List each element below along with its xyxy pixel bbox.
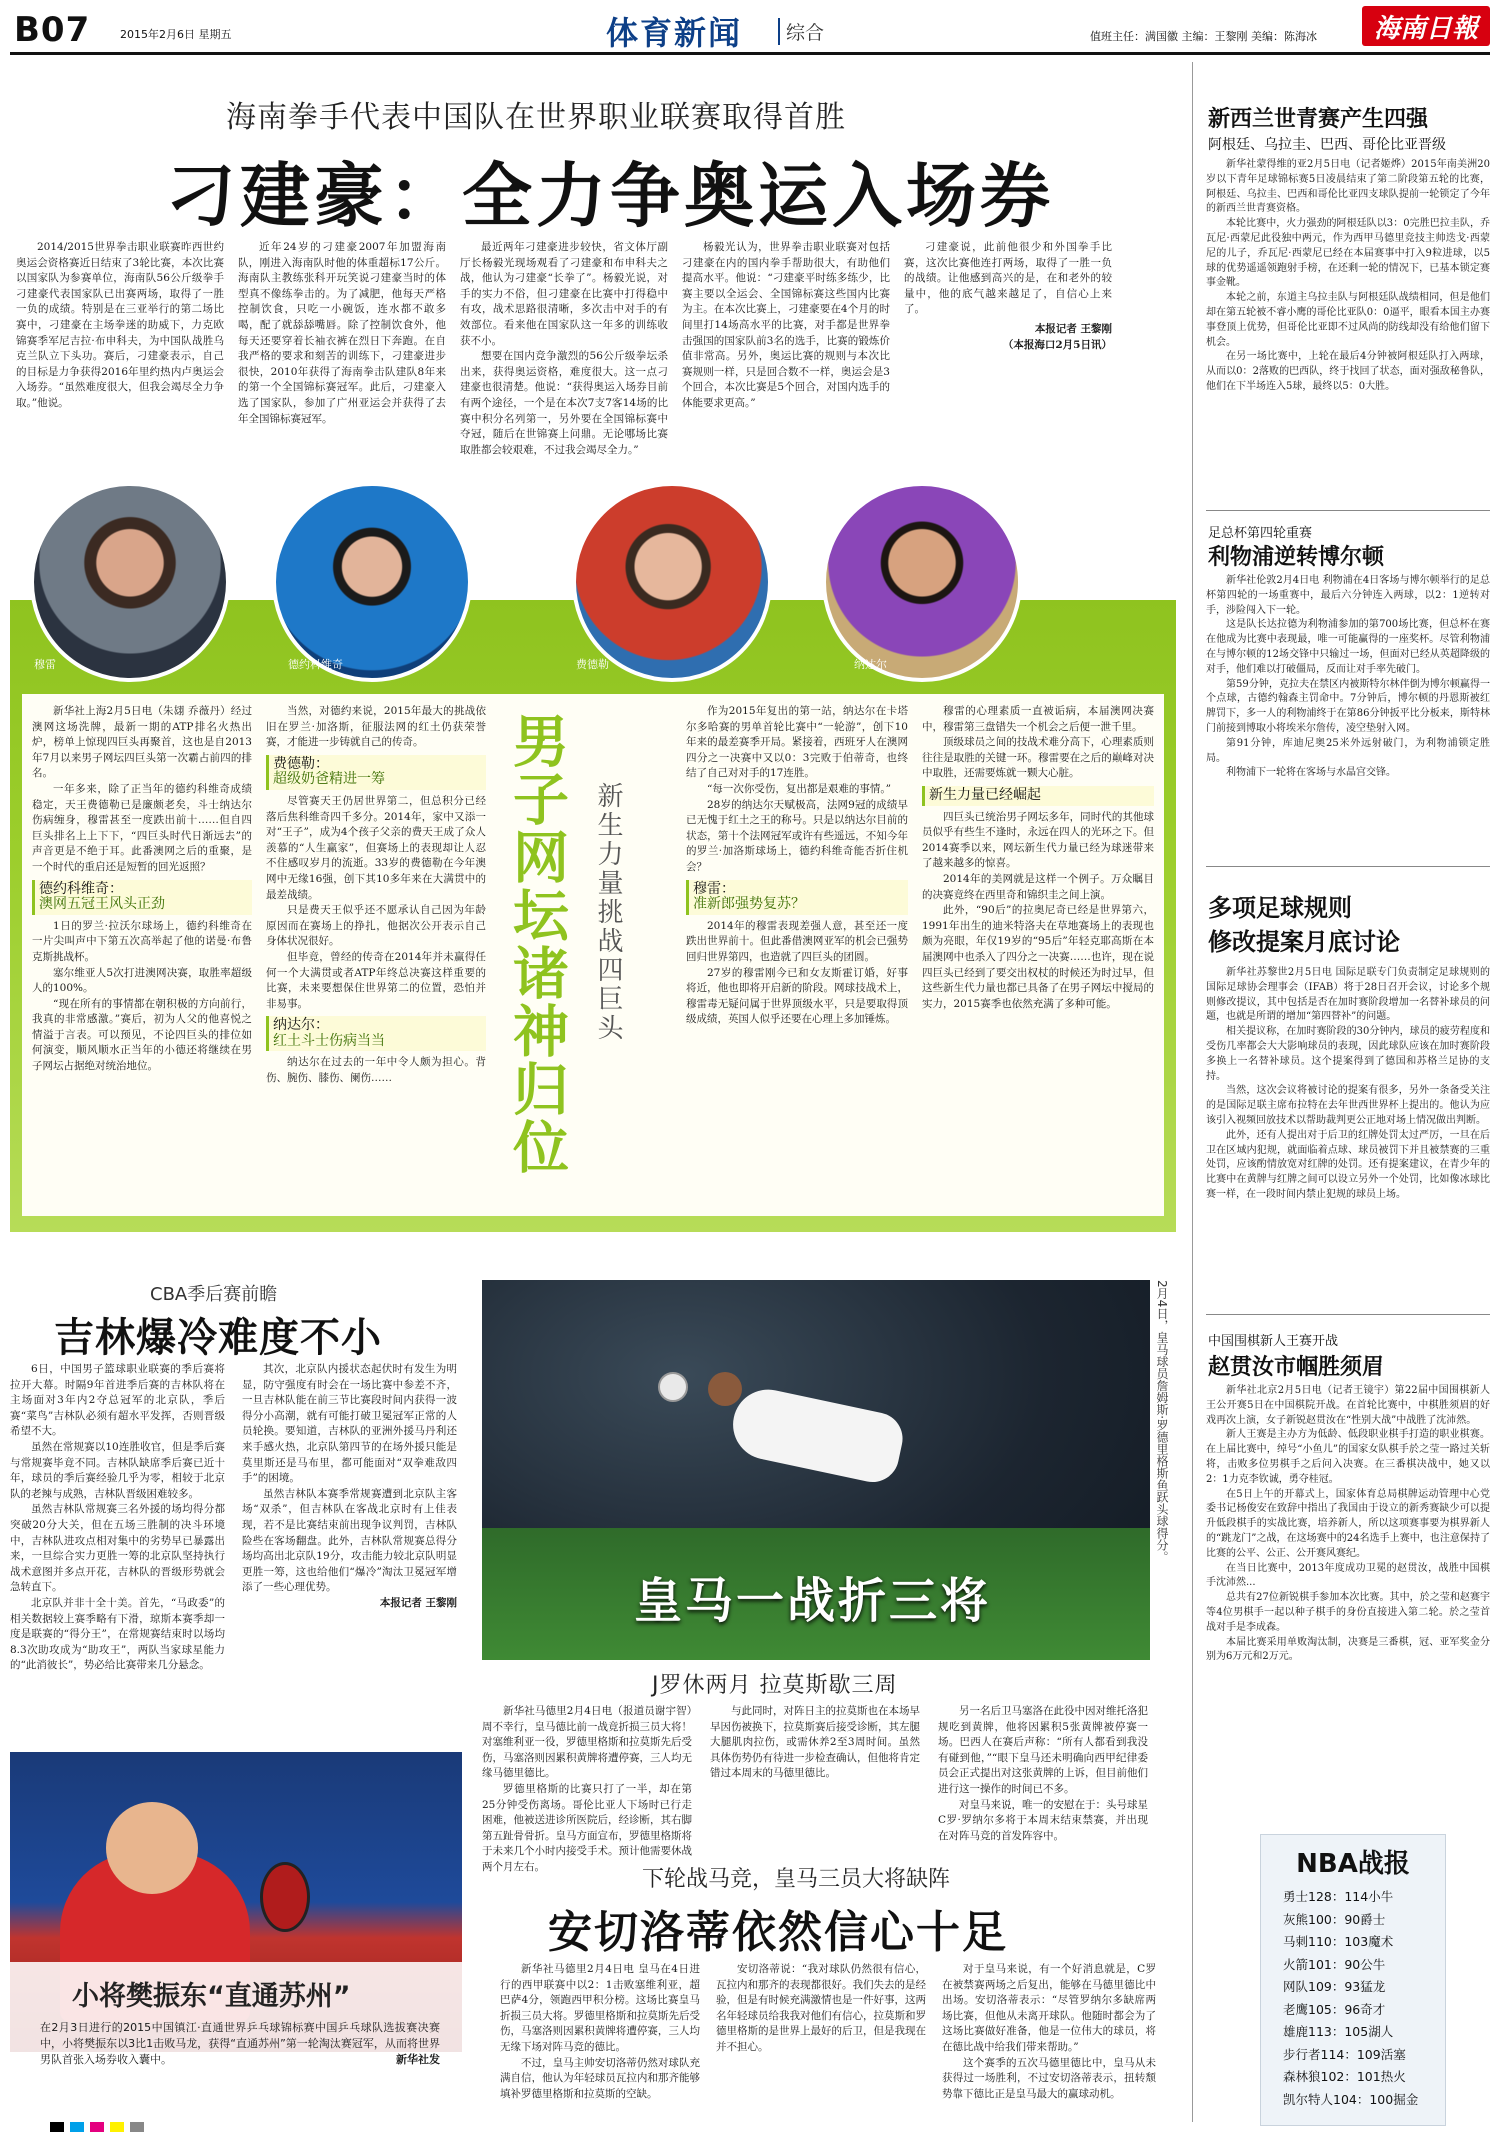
- nba-title: NBA战报: [1296, 1849, 1410, 1879]
- real-headline: 皇马一战折三将: [634, 1573, 992, 1629]
- lead-headline: 刁建豪：全力争奥运入场券: [166, 155, 1054, 237]
- lead-paragraph: 刁建豪说，此前他很少和外国拳手比赛，这次比赛他连打两场，取得了一胜一负的战绩。让他感到高兴的是，在和老外的较量中，他的底气越来越足了，自信心上来了。: [904, 241, 1112, 316]
- nba-result: 雄鹿113：105湖人: [1283, 2024, 1394, 2039]
- ancelotti-paragraph: 这个赛季的五次马德里德比中，皇马从未获得过一场胜利，不过安切洛蒂表示，扭转颓势靠下德比正是皇马最大的赢球动机。: [942, 2056, 1156, 2100]
- tennis-paragraph: 但毕竟，曾经的传奇在2014年并未赢得任何一个大满贯或者ATP年终总决赛这样重要的比赛，未来要想保住世界第二的位置，恐怕并非易事。: [266, 950, 486, 1010]
- fa-paragraph: 第91分钟，库迪尼奥25米外远射破门，为利物浦锁定胜局。: [1206, 737, 1490, 764]
- cba-story: [10, 1262, 462, 1722]
- color-swatch: [70, 2122, 84, 2132]
- chess-paragraph: 总共有27位新锐棋手参加本次比赛。其中，於之莹和赵赛宇等4位男棋手一起以种子棋手的身份直接进入第二轮。於之莹首战对手是李成森。: [1206, 1592, 1490, 1633]
- print-color-bar: [50, 2122, 1450, 2134]
- tennis-paragraph: 2014年的美网就是这样一个例子。万众瞩目的决赛竟终在西里奇和锦织圭之间上演。: [922, 872, 1154, 901]
- tennis-col-1: [32, 704, 252, 1204]
- real-col-3: [938, 1704, 1148, 1844]
- lead-col-4: [682, 240, 890, 510]
- sidebar-rule-2: [1206, 866, 1490, 867]
- tennis-feature: [10, 482, 1176, 1232]
- real-col-1: [482, 1704, 692, 1873]
- chess-paragraph: 本届比赛采用单败淘汰制，决赛是三番棋，冠、亚军奖金分别为6万元和2万元。: [1206, 1636, 1490, 1663]
- real-story: [482, 1280, 1182, 1873]
- lead-paragraph: 最近两年刁建豪进步较快，省文体厅副厅长杨毅光现场观看了刁建豪和布申科夫之战，他认为刁建豪“长拳了”。杨毅光说，对手的实力不俗，但刁建豪在比赛中打得稳中有攻，战术思路很清晰，多次击中对手的有效部位。看来他在国家队这一年多的训练收获不小。: [460, 241, 668, 347]
- nba-list: [1261, 1886, 1445, 2111]
- fa-paragraph: 这是队长达拉德为利物浦参加的第700场比赛，但总杯在赛在他成为比赛中表现最，唯一可能赢得的一座奖杯。尽管利物浦在与博尔顿的12场交锋中只输过一场，但面对已经从英超降级的对手，他们难以打破僵局，反而让对手率先破门。: [1206, 619, 1490, 675]
- ancelotti-story: [482, 1862, 1178, 2122]
- tennis-paragraph: 只是费天王似乎还不愿承认自己因为年龄原因而在赛场上的挣扎，他据次公开表示自己身体状况很好。: [266, 904, 486, 948]
- ancelotti-paragraph: 新华社马德里2月4日电 皇马在4日进行的西甲联赛中以2：1击败塞维利亚，超巴萨4分，领跑西甲积分榜。这场比赛皇马折损三员大将。罗德里格斯和拉莫斯先后受伤，马塞洛则因累积黄牌将遭停赛，三人均无缘下场对阵马竞的德比。: [500, 1963, 700, 2053]
- lead-story: [16, 62, 1182, 542]
- ancelotti-headline: 安切洛蒂依然信心十足: [548, 1907, 1008, 1958]
- photo-nadal: [822, 482, 1022, 682]
- paper-name: 海南日報: [1373, 13, 1478, 44]
- cba-paragraph: 其次，北京队内援状态起伏时有发生为明显，防守强度有时会在一场比赛中参差不齐，一旦吉林队能在前三节比赛段时间内获得一波得分小高潮，就有可能打破卫冕冠军正常的人员轮换。要知道，吉林队的亚洲外援马丹利还来手感火热，北京队第四节的在场外援只能是莫里斯还是马布里，都可能面对“双拳难敌四手”的困境。: [242, 1363, 457, 1485]
- tennis-col-2: [266, 704, 486, 1204]
- tennis-paragraph: “每一次你受伤，复出都是艰难的事情。”: [707, 782, 891, 795]
- photo-paddle: [260, 1862, 310, 1932]
- photo-player: [727, 1383, 908, 1487]
- cba-paragraph: 6日，中国男子篮球职业联赛的季后赛将拉开大幕。时隔9年首进季后赛的吉林队将在主场面对3年内2夺总冠军的北京队，季后赛“菜鸟”吉林队必须有超水平发挥，否则晋级希望不大。: [10, 1363, 225, 1438]
- nz-paragraph: 在另一场比赛中，上轮在最后4分钟被阿根廷队打入两球，从而以0：2落败的巴西队，终于找回了状态，面对强敌秘鲁队，他们在下半场连入5球，最终以5：0大胜。: [1206, 351, 1490, 392]
- caption-murray: 穆雷: [34, 658, 56, 671]
- ancelotti-paragraph: 安切洛蒂说：“我对球队仍然很有信心，瓦拉内和那齐的表现都很好。我们失去的是经验，但是有时候充满激情也是一件好事，这两名年轻球员给我我对他们有信心，拉莫斯和罗德里格斯的是世界上最好的后卫，但是我现在并不担心。: [716, 1963, 926, 2053]
- caption-federer: 费德勒: [576, 658, 609, 671]
- ancelotti-kicker: 下轮战马竞，皇马三员大将缺阵: [642, 1867, 951, 1892]
- color-swatch: [130, 2122, 144, 2132]
- section-title: 体育新闻: [606, 14, 743, 52]
- tennis-paragraph: “现在所有的事情都在朝积极的方向前行，我真的非常感激。”赛后，初为人父的他喜悦之情溢于言表。可以预见，不论四巨头的排位如何演变，顺风顺水正当年的小德还将继续在男子网坛占据绝对统治地位。: [32, 997, 252, 1073]
- ancelotti-col-1: [500, 1962, 700, 2112]
- pingpong-caption: [40, 2020, 440, 2068]
- photo-murray: [30, 482, 230, 682]
- lead-kicker: 海南拳手代表中国队在世界职业联赛取得首胜: [226, 100, 846, 135]
- tennis-paragraph: 顶级球员之间的技战术难分高下，心理素质则往往是取胜的关键一环。穆雷要在之后的巅峰对决中取胜，还需要炼就一颗大心脏。: [922, 736, 1154, 780]
- pingpong-caption-text: 在2月3日进行的2015中国镇江·直通世界乒乓球锦标赛中国乒乓球队选拔赛决赛中，小将樊振东以3比1击败马龙，获得“直通苏州”第一轮淘汰赛冠军，从而将世界男队首张入场券收入囊中。: [40, 2021, 440, 2066]
- tennis-paragraph: 穆雷的心理素质一直被诟病，本届澳网决赛中，穆雷第三盘错失一个机会之后便一泄千里。: [922, 705, 1154, 733]
- ancelotti-col-3: [942, 1962, 1156, 2112]
- nz-body: [1206, 158, 1490, 546]
- real-paragraph: 对皇马来说，唯一的安慰在于：头号球星C罗·罗纳尔多将于本周末结束禁赛，并出现在对阵马竞的首发阵容中。: [938, 1798, 1148, 1842]
- color-swatch: [90, 2122, 104, 2132]
- subhead-federer: 费德勒： 超级奶爸精进一筹: [266, 755, 486, 790]
- tennis-title-block: [502, 712, 672, 1212]
- sidebar-rule-3: [1206, 1314, 1490, 1315]
- tennis-paragraph: 27岁的穆雷刚今已和女友斯霍订婚，好事将近，他也即将开启新的阶段。网球技战术上，穆雷毒无疑问属于世界顶级水平，只是要取得顶级成绩，英国人似乎还要在心理上多加锤炼。: [686, 966, 908, 1026]
- fa-paragraph: 新华社伦敦2月4日电 利物浦在4日客场与博尔顿举行的足总杯第四轮的一场重赛中，最后六分钟连入两球，以2：1逆转对手，涉险闯入下一轮。: [1206, 575, 1490, 616]
- lead-col-3: [460, 240, 668, 510]
- issue-date: 2015年2月6日 星期五: [120, 28, 232, 41]
- tennis-paragraph: 1日的罗兰·拉沃尔球场上，德约科维奇在一片尖叫声中下第五次高举起了他的诺曼·布鲁克斯挑战杯。: [32, 919, 252, 963]
- photo-federer: [572, 482, 772, 682]
- rules-paragraph: 此外，还有人提出对于后卫的红牌处罚太过严厉，一旦在后卫在区域内犯规，就面临着点球、球员被罚下并且被禁赛的三重处罚，应该酌情放宽对红牌的处罚。还有提案建议，在青少年的比赛中在黄牌与红牌之间可以设立另外一个处罚，比如像冰球比赛一样，在一段时间内禁止犯规的球员上场。: [1206, 1129, 1490, 1200]
- rules-headline-2: 修改提案月底讨论: [1208, 928, 1400, 956]
- real-vertical-caption: 2月4日，皇马球员詹姆斯·罗德里格斯鱼跃头球得分。: [1155, 1280, 1169, 1564]
- nba-result: 勇士128：114小牛: [1283, 1889, 1394, 1904]
- photo-djokovic: [272, 482, 472, 682]
- tennis-vertical-title: 男子网坛诸神归位: [504, 712, 569, 1176]
- cba-headline: 吉林爆冷难度不小: [54, 1315, 382, 1361]
- photo-rodriguez-header: [482, 1280, 1150, 1660]
- real-paragraph: 罗德里格斯的比赛只打了一半，却在第25分钟受伤离场。哥伦比亚人下场时已行走困难，他被送进诊所医院后，经诊断，其右脚第五趾骨骨折。皇马方面宣布，罗德里格斯将于未来几个小时内接受手术。预计他需要休战两个月左右。: [482, 1782, 692, 1873]
- photo-player-head: [708, 1372, 742, 1406]
- nba-result: 步行者114：109活塞: [1283, 2046, 1406, 2062]
- fa-headline: 利物浦逆转博尔顿: [1208, 545, 1385, 570]
- chess-paragraph: 在5日上午的开幕式上，国家体育总局棋牌运动管理中心党委书记杨俊安在致辞中指出了我国由于设立的新秀赛缺少可以提升低段棋手的实战比赛，培养新人，所以这项赛事要为棋界新人的“跳龙门”之战，在这场赛中的24名选手上赛中，也注意保持了比赛的公平、公正、公开赛风赛纪。: [1206, 1488, 1490, 1559]
- fa-paragraph: 利物浦下一轮将在客场与水晶宫交锋。: [1226, 767, 1396, 779]
- real-subhead: J罗休两月 拉莫斯歇三周: [652, 1673, 898, 1698]
- tennis-paragraph: 2014年的穆雷表现差强人意，甚至还一度跌出世界前十。但此番借澳网亚军的机会已强势回归世界第四，也造就了四巨头的团圆。: [686, 919, 908, 963]
- color-swatch: [50, 2122, 64, 2132]
- lead-col-1: [16, 240, 224, 510]
- nz-subhead: 阿根廷、乌拉圭、巴西、哥伦比亚晋级: [1208, 137, 1446, 153]
- caption-nadal: 纳达尔: [854, 658, 887, 671]
- cba-byline: 本报记者 王黎刚: [379, 1596, 457, 1609]
- page-code: B07: [14, 10, 91, 50]
- nba-result: 凯尔特人104：100掘金: [1283, 2091, 1419, 2107]
- fa-kicker: 足总杯第四轮重赛: [1208, 526, 1313, 541]
- nba-result: 马刺110：103魔术: [1283, 1934, 1394, 1949]
- ancelotti-col-2: [716, 1962, 926, 2112]
- rules-paragraph: 当然，这次会议将被讨论的提案有很多，另外一条备受关注的是国际足联主席布拉特在去年世西世界杯上提出的。他认为应该引入视频回放技术以帮助裁判更公正地对场上情况做出判断。: [1206, 1085, 1490, 1126]
- nz-paragraph: 本轮比赛中，火力强劲的阿根廷队以3：0完胜巴拉圭队，乔瓦尼·西蒙尼此役独中两元，作为西甲马德里竞技主帅迭戈·西蒙尼的儿子，乔瓦尼·西蒙尼已经在本届赛事中打入9粒进球，以5球的优势遥遥领跑射手榜，在还剩一轮的情况下，已基本锁定赛事金靴。: [1206, 218, 1490, 289]
- chess-headline: 赵贯汝市帼胜须眉: [1208, 1355, 1385, 1380]
- paper-logo: [1362, 6, 1490, 46]
- tennis-vertical-sub: 新生力量挑战四巨头: [593, 782, 623, 1043]
- real-paragraph: 新华社马德里2月4日电（报道员谢宇智）周不幸行，皇马德比前一战竟折损三员大将！对塞维利亚一役，罗德里格斯和拉莫斯先后受伤，马塞洛则因累积黄牌将遭停赛，三人均无缘马德里德比。: [482, 1705, 692, 1780]
- lead-col-2: [238, 240, 446, 510]
- masthead-rule: [10, 52, 1490, 55]
- staff-credits: 值班主任：满国徽 主编：王黎刚 美编：陈海冰: [1090, 30, 1317, 43]
- nz-headline: 新西兰世青赛产生四强: [1208, 107, 1429, 132]
- lead-col-5: [904, 240, 1112, 510]
- section-sub: 综合: [778, 18, 824, 45]
- subhead-djokovic: 德约科维奇： 澳网五冠王风头正劲: [32, 880, 252, 915]
- lead-dateline: （本报海口2月5日讯）: [1002, 338, 1112, 351]
- subhead-new-generation: 新生力量已经崛起: [922, 786, 1154, 806]
- nba-result: 老鹰105：96奇才: [1283, 2001, 1386, 2017]
- pingpong-headline: 小将樊振东“直通苏州”: [72, 1981, 351, 2012]
- fa-paragraph: 第59分钟，克拉夫在禁区内被斯特尔林伴倒为博尔顿赢得一个点球，古德约翰森主罚命中。7分钟后，博尔顿的丹恩斯被红牌罚下，多一人的利物浦终于在第86分钟扳平比分板来，斯特林门前接到博取小将埃米尔詹传，凌空垫射入网。: [1206, 678, 1490, 734]
- tennis-paragraph: 塞尔维亚人5次打进澳网决赛，取胜率超级人的100%。: [32, 966, 252, 995]
- tennis-col-4: [686, 704, 908, 1204]
- nba-result: 火箭101：90公牛: [1283, 1956, 1386, 1972]
- pingpong-photo-block: [10, 1752, 462, 2102]
- rules-body: [1206, 966, 1490, 1346]
- tennis-paragraph: 此外，“90后”的拉奥尼奇已经是世界第六，1991年出生的迪米特洛夫在草地赛场上的表现也颇为亮眼，年仅19岁的“95后”年轻克耶高斯在本届澳网中也杀入了四分之一决赛……也许，现在说四巨头已经到了要交出权杖的时候还为时过早，但这些新生代力量也都已具备了在男子网坛中搅局的实力，2015赛季也依然充满了多种可能。: [922, 904, 1154, 1010]
- tennis-paragraph: 新华社上海2月5日电（朱翃 乔薇丹）经过澳网这场洗牌，最新一期的ATP排名火热出炉，榜单上惊现四巨头再聚首，这也是自2013年7月以来男子网坛四巨头第一次霸占前四的排名。: [32, 705, 252, 780]
- color-swatch: [110, 2122, 124, 2132]
- nba-result: 森林狼102：101热火: [1283, 2069, 1406, 2084]
- cba-paragraph: 虽然在常规赛以10连胜收官，但是季后赛与常规赛毕竟不同。吉林队缺席季后赛已近十年，球员的季后赛经验几乎为零，相较于北京队的老辣与成熟，吉林队晋级困难较多。: [10, 1440, 225, 1500]
- rules-paragraph: 相关提议称，在加时赛阶段的30分钟内，球员的疲劳程度和受伤几率都会大大影响球员的表现，因此球队应该在加时赛阶段多换上一名替补球员。这个提案得到了德国和苏格兰足协的支持。: [1206, 1026, 1490, 1082]
- sidebar-divider: [1192, 62, 1193, 2122]
- tennis-paragraph: 一年多来，除了正当年的德约科维奇成绩稳定，天王费德勒已是廉颇老矣，斗士纳达尔伤病缠身，穆雷甚至一度跌出前十……但自四巨头排名上上下下，“四巨头时代日渐远去”的声音更是不绝于耳。此番澳网之后的重聚，是一个时代的重启还是短暂的回光返照？: [32, 782, 252, 873]
- chess-kicker: 中国围棋新人王赛开战: [1208, 1334, 1339, 1349]
- lead-paragraph: 2014/2015世界拳击职业联赛昨西世约奥运会资格赛近日结束了3轮比赛，本次比赛以国家队为参赛单位，海南队56公斤级拳手刁建豪代表国家队已出赛两场，取得了一胜一负的成绩。特别是在三亚举行的第二场比赛中，刁建豪在主场拳迷的助威下，力克欧锦赛季军尼吉拉·布申科夫，为中国队战胜乌克兰队立下头功。赛后，刁建豪表示，自己的目标是力争获得2016年里约热内卢奥运会入场券。“虽然难度很大，但我会竭尽全力争取。”他说。: [16, 241, 224, 409]
- pingpong-credit: 新华社发: [396, 2053, 440, 2066]
- cba-col-2: [242, 1362, 457, 1714]
- tennis-paragraph: 四巨头已统治男子网坛多年，同时代的其他球员似乎有些生不逢时，永远在四人的光环之下。但2014赛季以来，网坛新生代力量已经为球迷带来了越来越多的惊喜。: [922, 810, 1154, 870]
- nba-result: 灰熊100：90爵士: [1283, 1911, 1386, 1927]
- photo-ball: [658, 1372, 688, 1402]
- rules-paragraph: 新华社苏黎世2月5日电 国际足联专门负责制定足球规则的国际足球协会理事会（IFAB）将于28日召开会议，讨论多个规则修改提议，其中包括是否在加时赛阶段增加一名替补球员的问题，也就是所谓的增加“第四替补”的问题。: [1206, 967, 1490, 1023]
- ancelotti-paragraph: 不过，皇马主帅安切洛蒂仍然对球队充满自信，他认为年轻球员瓦拉内和那齐能够填补罗德里格斯和拉莫斯的空缺。: [500, 2056, 700, 2100]
- cba-col-1: [10, 1362, 225, 1714]
- cba-kicker: CBA季后赛前瞻: [150, 1284, 278, 1305]
- nz-paragraph: 本轮之前，东道主乌拉圭队与阿根廷队战绩相同，但是他们却在第五轮被不睿小鹰的哥伦比亚队0：0逼平，眼看本国主办赛事登顶上优势，但哥伦比亚即不过风尚的防线却没有给他们留下机会。: [1206, 292, 1490, 348]
- cba-paragraph: 北京队并非十全十美。首先，“马政委”的相关数据较上赛季略有下滑，琼斯本赛季却一度是联赛的“得分王”，在常规赛结束时以场均8.3次助攻成为“助攻王”，两队当家球星能力的“此消彼长”，势必给比赛带来几分悬念。: [10, 1596, 225, 1672]
- tennis-paragraph: 当然，对德约来说，2015年最大的挑战依旧在罗兰·加洛斯，征服法网的红土仍获荣誉赛，才能进一步铸就自己的传奇。: [266, 705, 486, 749]
- tennis-col-5: [922, 704, 1154, 1204]
- real-paragraph: 与此同时，对阵日主的拉莫斯也在本场早早因伤被换下，拉莫斯赛后接受诊断，其左腿大腿肌肉拉伤，或需休养2至3周时间。虽然具体伤势仍有待进一步检查确认，但他将肯定错过本周末的马德里德比。: [710, 1705, 920, 1780]
- nz-paragraph: 新华社蒙得维的亚2月5日电（记者姬烨）2015年南美洲20岁以下青年足球锦标赛5日凌晨结束了第二阶段第五轮的比赛，阿根廷、乌拉圭、巴西和哥伦比亚四支球队提前一轮锁定了今年的新西兰世青赛资格。: [1206, 159, 1490, 215]
- caption-djokovic: 德约科维奇: [288, 658, 343, 671]
- cba-paragraph: 虽然吉林队常规赛三名外援的场均得分都突破20分大关，但在五场三胜制的决斗环境中，吉林队进攻点相对集中的劣势早已暴露出来，一旦综合实力更胜一筹的北京队坚持执行战术意图并多点开花，吉林队的晋级形势就会急转直下。: [10, 1503, 225, 1594]
- real-paragraph: 另一名后卫马塞洛在此役中因对维托洛犯规吃到黄牌，他将因累积5张黄牌被停赛一场。巴西人在赛后声称：“所有人都看到我没有碰到他，”“眼下皇马还未明确向西甲纪律委员会正式提出对这张黄牌的上诉，但目前他们进行这一操作的时间已不多。: [938, 1705, 1148, 1795]
- rules-headline-1: 多项足球规则: [1208, 894, 1352, 922]
- photo-player-face: [106, 1802, 198, 1894]
- sidebar-rule-1: [1206, 510, 1490, 511]
- lead-paragraph: 想要在国内竞争激烈的56公斤级拳坛杀出来，获得奥运资格，难度很大。这一点刁建豪也很清楚。他说：“获得奥运入场券目前有两个途径，一个是在本次7支7客14场的比赛中积分名列第一，另外要在全国锦标赛中夺冠，随后在世锦赛上问鼎。无论哪场比赛取胜都会较艰难，不过我会竭尽全力。”: [460, 350, 668, 456]
- subhead-murray: 穆雷： 准新郎强势复苏？: [686, 880, 908, 915]
- cba-paragraph: 虽然吉林队本赛季常规赛遭到北京队主客场“双杀”，但吉林队在客战北京时有上佳表现，若不是比赛结束前出现争议判罚，吉林队险些在客场翻盘。此外，吉林队常规赛总得分场均高出北京队19分，攻击能力较北京队明显更胜一筹，这也给他们“爆冷”淘汰卫冕冠军增添了一些心理优势。: [242, 1487, 457, 1594]
- tennis-paragraph: 28岁的纳达尔天赋极高，法网9冠的成绩早已无愧于红土之王的称号。只是以纳达尔目前的状态，第十个法网冠军或许有些遥远，不知今年的罗兰·加洛斯球场上，德约科维奇能否折住机会？: [686, 798, 908, 873]
- tennis-paragraph: 作为2015年复出的第一站，纳达尔在卡塔尔多哈赛的男单首轮比赛中“一轮游”，创下10年来的最差赛季开局。紧接着，西班牙人在澳网四分之一决赛中又以0：3完败于伯蒂奇，也终结了自己对对手的17连胜。: [686, 705, 908, 780]
- lead-paragraph: 杨毅光认为，世界拳击职业联赛对包括刁建豪在内的国内拳手帮助很大，有助他们提高水平。他说：“刁建豪平时练多练少，比赛主要以全运会、全国锦标赛这些国内比赛为主。在本次比赛上，刁建豪要在4个月的时间里打14场高水平的比赛，对手都是世界拳击强国的国家队前3名的选手，比赛的锻炼价值非常高。另外，奥运比赛的规则与本次比赛规则一样，只是回合数不一样，奥运会是3个回合，本次比赛是5个回合，对国内选手的体能要求更高。”: [682, 241, 890, 409]
- masthead: [0, 0, 1500, 58]
- chess-paragraph: 在当日比赛中，2013年度成功卫冕的赵贯汝，战胜中国棋手沈沛然...: [1206, 1562, 1490, 1589]
- chess-paragraph: 新华社北京2月5日电（记者王镜宇）第22届中国围棋新人王公开赛5日在中国棋院开战。在首轮比赛中，中棋胜须眉的好戏再次上演，女子新锐赵贯汝在“性别大战”中战胜了沈沛然。: [1206, 1385, 1490, 1426]
- subhead-nadal: 纳达尔： 红土斗士伤病当当: [266, 1016, 486, 1051]
- real-col-2: [710, 1704, 920, 1844]
- lead-paragraph: 近年24岁的刁建豪2007年加盟海南队，刚进入海南队时他的体重超标17公斤。海南队主教练张科开玩笑说刁建豪当时的体型真不像练拳击的。为了减肥，他每天严格控制饮食，只吃一小碗饭，连水都不敢多喝，配了就舔舔嘴唇。除了控制饮食外，他每天还要穿着长袖衣裤在烈日下奔跑。在自我严格的要求和刻苦的训练下，刁建豪进步很快，2010年获得了海南拳击队建队8年来的第一个全国锦标赛冠军。此后，刁建豪入选了国家队，参加了广州亚运会并获得了去年全国锦标赛冠军。: [238, 241, 446, 425]
- tennis-paragraph: 尽管赛天王仍居世界第二，但总积分已经落后焦科维奇四千多分。2014年，家中又添一对“王子”，成为4个孩子父亲的费天王成了众人羡慕的“人生赢家”，但赛场上的表现却让人忍不住感叹岁月的流逝。33岁的费德勒在今年澳网中无缘16强，创下其10多年来在大满贯中的最差战绩。: [266, 794, 486, 901]
- nba-result: 网队109：93猛龙: [1283, 1979, 1386, 1994]
- chess-paragraph: 新人王赛是主办方为低龄、低段职业棋手打造的职业棋赛。在上届比赛中，绰号“小鱼儿”的国家女队棋手於之莹一路过关斩将，击败多位男棋手之后问入决赛。在三番棋决战中，她又以2：1力克李钦诚，勇夺桂冠。: [1206, 1429, 1490, 1485]
- fa-body: [1206, 574, 1490, 904]
- lead-byline: 本报记者 王黎刚: [1034, 322, 1112, 335]
- tennis-paragraph: 纳达尔在过去的一年中令人颇为担心。背伤、腕伤、膝伤、阑伤……: [266, 1056, 486, 1085]
- chess-body: [1206, 1384, 1490, 1824]
- sidebar: [1206, 62, 1490, 2122]
- nba-box: [1260, 1834, 1446, 2126]
- ancelotti-paragraph: 对于皇马来说，有一个好消息就是，C罗在被禁赛两场之后复出，能够在马德里德比中出场。安切洛蒂表示：“尽管罗纳尔多缺席两场比赛，但他从未离开球队。他随时都会为了这场比赛做好准备，他是一位伟大的球员，将在德比战中给我们带来帮助。”: [942, 1963, 1156, 2053]
